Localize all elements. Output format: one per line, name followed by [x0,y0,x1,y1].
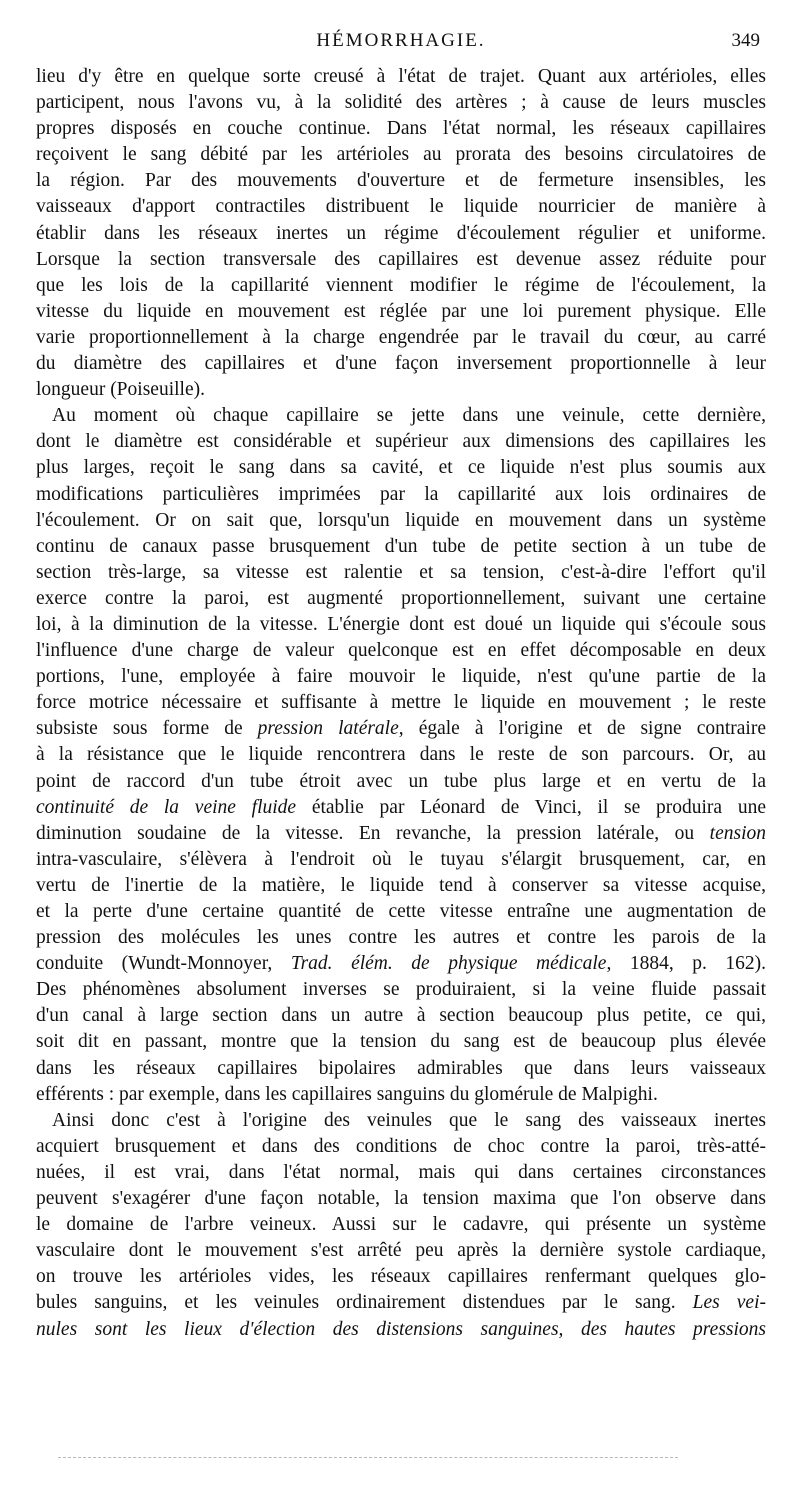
text-line [36,742,766,768]
line-text: établir dans les réseaux inertes un régime d'écoulement régulier et uniforme. [36,222,766,244]
line-text: et la perte d'une certaine quantité de cette vitesse entraîne une augmentation de [36,901,766,922]
text-line [36,977,766,1003]
line-text: propres disposés en couche continue. Dans l'état normal, les réseaux capillaires [36,118,766,140]
line-text: dont le diamètre est considérable et supérieur aux dimensions des capillaires les [36,431,766,453]
text-line [36,1134,766,1160]
line-text: Au moment où chaque capillaire se jette dans une veinule, cette dernière, [52,405,766,427]
line-text: Lorsque la section transversale des capillaires est devenue assez réduite pour [36,248,766,270]
text-line [36,455,766,481]
text-line [36,377,766,403]
text-line [36,116,766,142]
text-line [36,168,766,194]
line-text: subsiste sous forme de [36,718,258,740]
line-text: conduite (Wundt-Monnoyer, [36,953,291,975]
text-line [36,1108,766,1134]
line-text: on trouve les artérioles vides, les réseaux capillaires renfermant quelques glo- [36,1266,766,1288]
text-line [36,821,766,847]
text-line [36,534,766,560]
text-line [36,64,766,90]
text-line [36,1186,766,1212]
line-text: nuées, il est vrai, dans l'état normal, mais qui dans certaines circonstances [36,1161,766,1183]
italic-text: pression latérale [257,718,399,740]
line-text: la région. Par des mouvements d'ouverture et de fermeture insensibles, les [36,170,766,192]
line-text: à la résistance que le liquide rencontrera dans le reste de son parcours. Or, au [36,744,766,766]
text-line [36,847,766,873]
line-text: soit dit en passant, montre que la tension du sang est de beaucoup plus élevée [36,1031,766,1053]
line-text: peuvent s'exagérer d'une façon notable, la tension maxima que l'on observe dans [36,1188,766,1210]
line-text: d'un canal à large section dans un autre à section beaucoup plus petite, ce qui, [36,1005,766,1027]
line-text: modifications particulières imprimées par la capillarité aux lois ordinaires de [36,483,766,505]
line-text: point de raccord d'un tube étroit avec un tube plus large et en vertu de la [36,770,766,792]
line-text: efférents : par exemple, dans les capillaires sanguins du glomérule de Malpighi. [36,1083,658,1105]
italic-text: Les vei- [692,1292,767,1314]
line-text: , égale à l'origine et de signe contraire [398,718,766,740]
text-line [36,325,766,351]
line-text: exerce contre la paroi, est augmenté proportionnellement, suivant une certaine [36,587,766,609]
text-line [36,1003,766,1029]
line-text: vertu de l'inertie de la matière, le liquide tend à conserver sa vitesse acquise, [36,874,766,896]
line-text: le domaine de l'arbre veineux. Aussi sur le cadavre, qui présente un système [36,1214,766,1236]
line-text: section très-large, sa vitesse est ralentie et sa tension, c'est-à-dire l'effort qu'il [36,561,766,583]
line-text: l'influence d'une charge de valeur quelconque est en effet décomposable en deux [36,640,766,662]
running-title: HÉMORRHAGIE. [316,30,486,51]
text-line [36,429,766,455]
text-line [36,1029,766,1055]
line-text: Des phénomènes absolument inverses se produiraient, si la veine fluide passait [36,979,766,1001]
text-line [36,1238,766,1264]
line-text: vasculaire dont le mouvement s'est arrêté peu après la dernière systole cardiaque, [36,1240,766,1262]
text-line [36,1160,766,1186]
text-line [36,716,766,742]
line-text: Ainsi donc c'est à l'origine des veinules que le sang des vaisseaux inertes [52,1109,766,1131]
text-line [36,795,766,821]
body-text [36,64,766,1343]
text-line [36,1212,766,1238]
text-line [36,1317,766,1343]
italic-text: tension [709,822,766,844]
text-line [36,247,766,273]
text-line [36,638,766,664]
line-text: participent, nous l'avons vu, à la solidité des artères ; à cause de leurs muscles [36,92,766,114]
line-text: acquiert brusquement et dans des conditions de choc contre la paroi, très-atté- [36,1135,766,1157]
text-line [36,1290,766,1316]
line-text: pression des molécules les unes contre les autres et contre les parois de la [36,927,766,949]
text-line [36,560,766,586]
line-text: continu de canaux passe brusquement d'un tube de petite section à un tube de [36,535,766,557]
text-line [36,221,766,247]
line-text: du diamètre des capillaires et d'une façon inversement proportionnelle à leur [36,353,766,375]
text-line [36,873,766,899]
line-text: lieu d'y être en quelque sorte creusé à l'état de trajet. Quant aux artérioles, elles [36,66,766,87]
text-line [36,508,766,534]
italic-text: continuité de la veine fluide [36,796,297,818]
footer-dotted-rule [58,1457,678,1458]
italic-text: nules sont les lieux d'élection des distensions sanguines, des hautes pressions [36,1318,766,1340]
line-text: varie proportionnellement à la charge engendrée par le travail du cœur, au carré [36,326,766,348]
text-line [36,951,766,977]
line-text: vaisseaux d'apport contractiles distribuent le liquide nourricier de manière à [36,196,766,218]
text-line [36,612,766,638]
line-text: , 1884, p. 162). [606,953,766,975]
text-line [36,351,766,377]
line-text: bules sanguins, et les veinules ordinairement distendues par le sang. [36,1292,693,1314]
text-line [36,925,766,951]
text-line [36,194,766,220]
text-line [36,769,766,795]
line-text: diminution soudaine de la vitesse. En revanche, la pression latérale, ou [36,822,710,844]
text-line [36,273,766,299]
text-line [36,1056,766,1082]
line-text: l'écoulement. Or on sait que, lorsqu'un liquide en mouvement dans un système [36,509,766,531]
italic-text: Trad. élém. de physique médicale [290,953,607,975]
text-line [36,482,766,508]
text-line [36,1082,766,1108]
line-text: force motrice nécessaire et suffisante à mettre le liquide en mouvement ; le reste [36,692,766,714]
line-text: établie par Léonard de Vinci, il se produira une [296,796,766,818]
text-line [36,142,766,168]
line-text: loi, à la diminution de la vitesse. L'énergie dont est doué un liquide qui s'écoule sous [36,613,766,635]
line-text: dans les réseaux capillaires bipolaires admirables que dans leurs vaisseaux [36,1057,766,1079]
text-line [36,403,766,429]
line-text: intra-vasculaire, s'élèvera à l'endroit où le tuyau s'élargit brusquement, car, en [36,848,766,870]
text-line [36,1264,766,1290]
line-text: reçoivent le sang débité par les artérioles au prorata des besoins circulatoires de [36,144,766,166]
line-text: plus larges, reçoit le sang dans sa cavité, et ce liquide n'est plus soumis aux [36,457,766,479]
page-number: 349 [731,30,760,51]
text-line [36,299,766,325]
text-line [36,586,766,612]
text-line [36,690,766,716]
line-text: portions, l'une, employée à faire mouvoir le liquide, n'est qu'une partie de la [36,666,766,688]
text-line [36,899,766,925]
line-text: longueur (Poiseuille). [36,379,205,401]
line-text: vitesse du liquide en mouvement est réglée par une loi purement physique. Elle [36,300,766,322]
text-line [36,664,766,690]
running-header [36,30,766,60]
text-line [36,90,766,116]
line-text: que les lois de la capillarité viennent modifier le régime de l'écoulement, la [36,274,766,296]
